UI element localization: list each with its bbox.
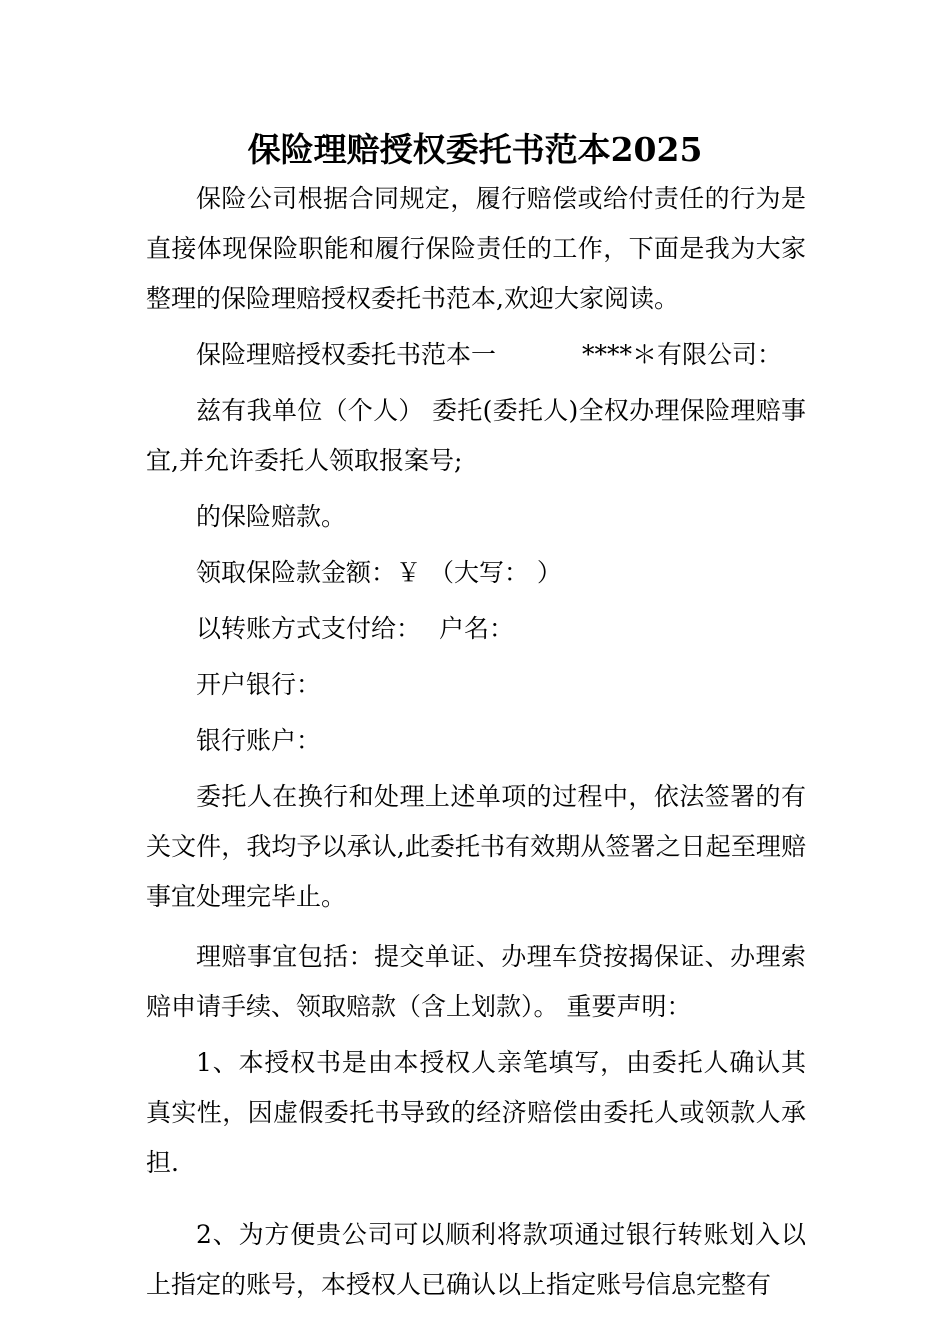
account-line: 银行账户： — [196, 726, 322, 755]
transfer-line — [146, 604, 806, 654]
amount-line: 领取保险款金额：￥ （大写： ） — [196, 558, 562, 587]
payout-line: 的保险赔款。 — [196, 502, 347, 531]
clause-1: 1、本授权书是由本授权人亲笔填写，由委托人确认其真实性，因虚假委托书导致的经济赔偿由委托人或领款人承担. — [146, 1048, 806, 1177]
sample-heading: 保险理赔授权委托书范本一 — [196, 340, 497, 369]
clause-2: 2、为方便贵公司可以顺利将款项通过银行转账划入以上指定的账号，本授权人已确认以上指定账号信息完整有 — [146, 1220, 806, 1299]
document-title: 保险理赔授权委托书范本2025 — [247, 130, 703, 169]
sample-heading-line — [146, 330, 806, 380]
acknowledge-paragraph: 委托人在换行和处理上述单项的过程中，依法签署的有关文件，我均予以承认,此委托书有效期从签署之日起至理赔事宜处理完毕止。 — [146, 782, 806, 911]
entrust-paragraph: 兹有我单位（个人） 委托(委托人)全权办理保险理赔事宜,并允许委托人领取报案号; — [146, 396, 806, 475]
addressee: ****＊有限公司： — [582, 340, 783, 369]
account-name-label: 户名： — [439, 614, 515, 643]
bank-line: 开户银行： — [196, 670, 322, 699]
transfer-label: 以转账方式支付给： — [196, 614, 422, 643]
intro-paragraph: 保险公司根据合同规定，履行赔偿或给付责任的行为是直接体现保险职能和履行保险责任的工作，下面是我为大家整理的保险理赔授权委托书范本,欢迎大家阅读。 — [146, 184, 806, 313]
document-body — [146, 174, 806, 1310]
scope-paragraph: 理赔事宜包括：提交单证、办理车贷按揭保证、办理索赔申请手续、领取赔款（含上划款）。 重要声明： — [146, 942, 806, 1021]
